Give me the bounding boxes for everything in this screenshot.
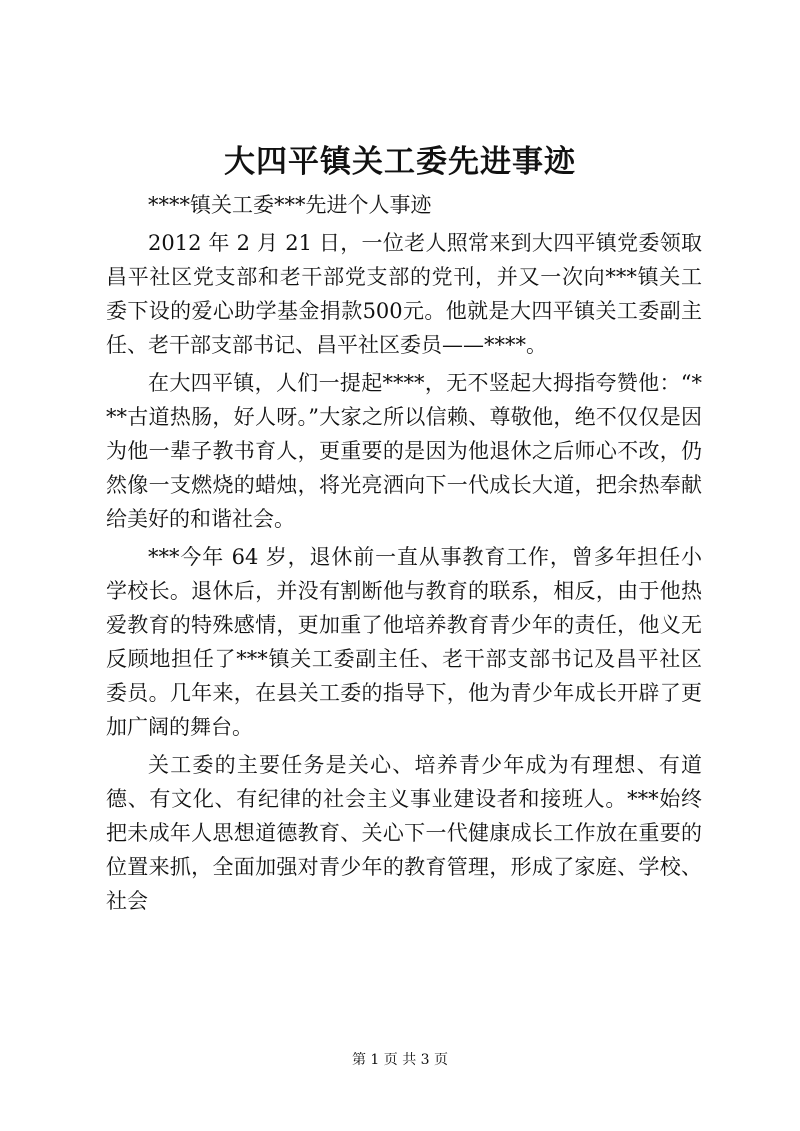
document-title: 大四平镇关工委先进事迹	[224, 144, 576, 180]
paragraph-2: 在大四平镇，人们一提起****，无不竖起大拇指夸赞他：“***古道热肠，好人呀。”大家之所以信赖、尊敬他，绝不仅仅是因为他一辈子教书育人，更重要的是因为他退休之后师心不改，仍然像一支燃烧的蜡烛，将光亮洒向下一代成长大道，把余热奉献给美好的和谐社会。	[106, 371, 702, 531]
paragraph-1: 2012 年 2 月 21 日，一位老人照常来到大四平镇党委领取昌平社区党支部和老干部党支部的党刊，并又一次向***镇关工委下设的爱心助学基金捐款500元。他就是大四平镇关工委副主任、老干部支部书记、昌平社区委员——****。	[106, 231, 702, 357]
page-footer: 第 1 页 共 3 页	[351, 1052, 449, 1068]
paragraph-subtitle: ****镇关工委***先进个人事迹	[148, 193, 432, 217]
paragraph-4: 关工委的主要任务是关心、培养青少年成为有理想、有道德、有文化、有纪律的社会主义事业建设者和接班人。***始终把未成年人思想道德教育、关心下一代健康成长工作放在重要的位置来抓，全面加强对青少年的教育管理，形成了家庭、学校、社会	[106, 753, 702, 913]
document-body	[106, 188, 702, 918]
paragraph-3: ***今年 64 岁，退休前一直从事教育工作，曾多年担任小学校长。退休后，并没有割断他与教育的联系，相反，由于他热爱教育的特殊感情，更加重了他培养教育青少年的责任，他义无反顾地担任了***镇关工委副主任、老干部支部书记及昌平社区委员。几年来，在县关工委的指导下，他为青少年成长开辟了更加广阔的舞台。	[106, 545, 702, 739]
